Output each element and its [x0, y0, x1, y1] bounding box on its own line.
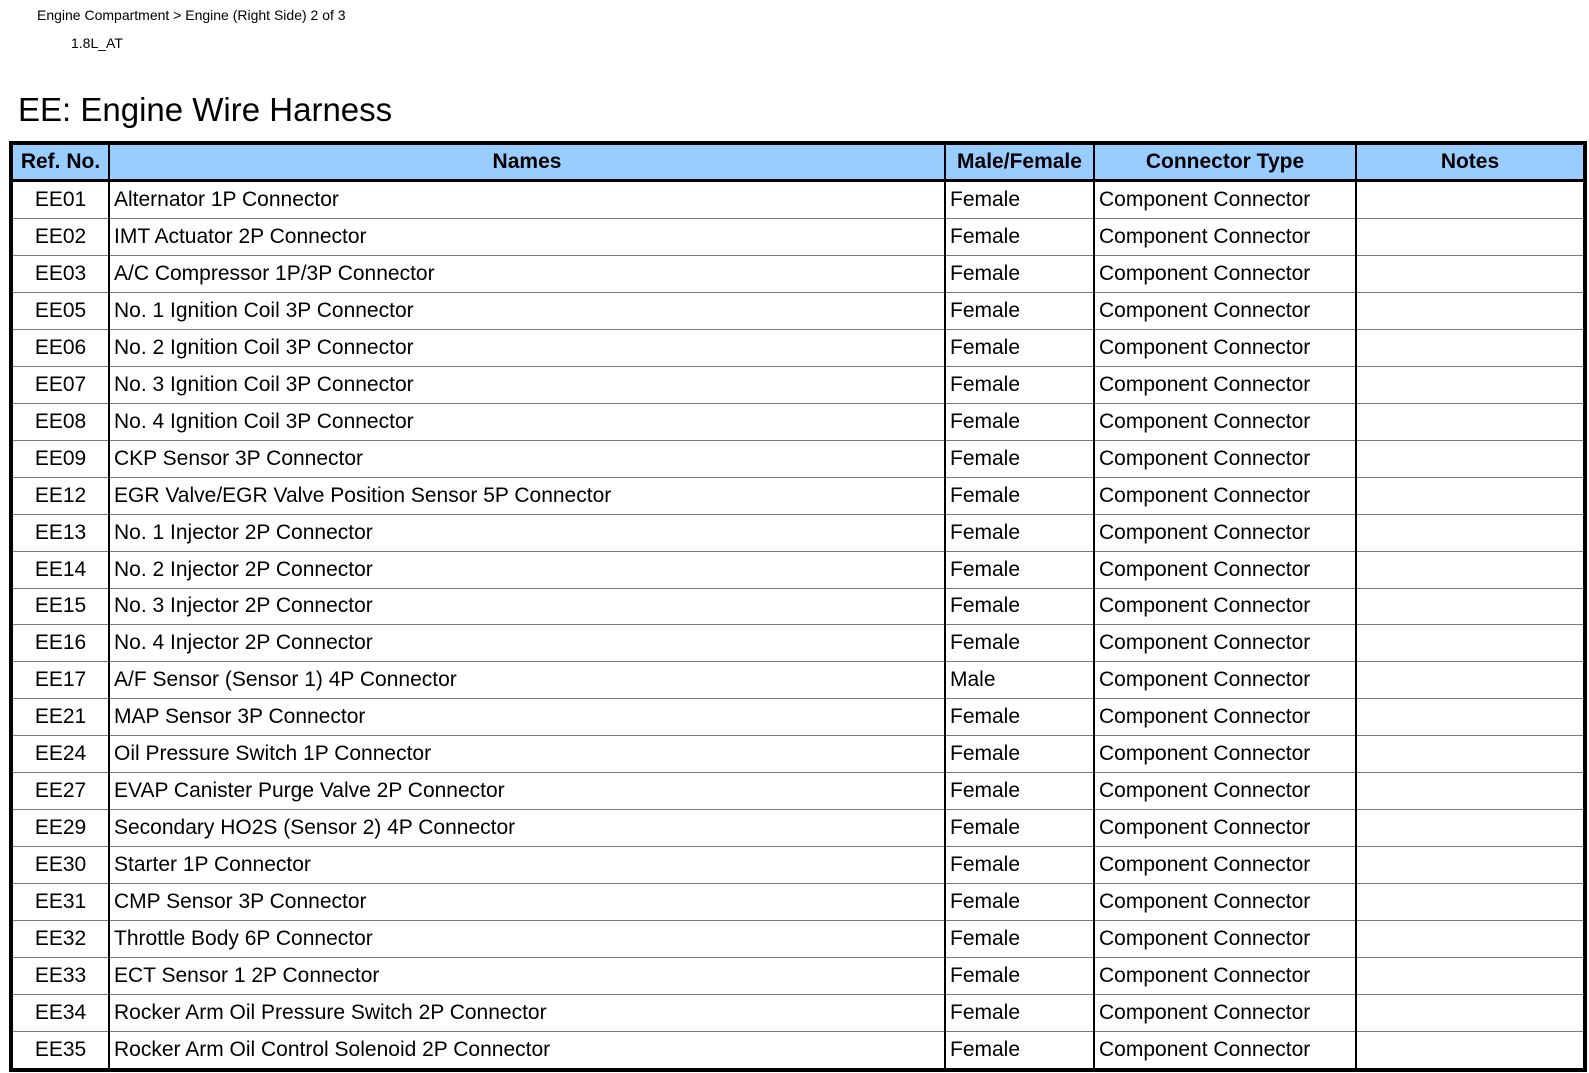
header-row [11, 143, 1585, 181]
cell-ref-no: EE13 [11, 514, 109, 551]
cell-male-female: Female [945, 958, 1094, 995]
cell-name: Alternator 1P Connector [109, 181, 945, 219]
table-row [11, 1031, 1585, 1070]
cell-name: No. 4 Ignition Coil 3P Connector [109, 403, 945, 440]
table-row [11, 662, 1585, 699]
cell-notes [1356, 514, 1585, 551]
table-row [11, 921, 1585, 958]
cell-connector-type: Component Connector [1094, 366, 1356, 403]
table-row [11, 884, 1585, 921]
cell-notes [1356, 810, 1585, 847]
cell-name: No. 3 Ignition Coil 3P Connector [109, 366, 945, 403]
header-connector-type: Connector Type [1094, 143, 1356, 181]
cell-male-female: Female [945, 329, 1094, 366]
cell-ref-no: EE03 [11, 255, 109, 292]
cell-name: EVAP Canister Purge Valve 2P Connector [109, 773, 945, 810]
header-ref-no: Ref. No. [11, 143, 109, 181]
cell-name: No. 1 Ignition Coil 3P Connector [109, 292, 945, 329]
cell-notes [1356, 551, 1585, 588]
table-row [11, 181, 1585, 219]
cell-connector-type: Component Connector [1094, 958, 1356, 995]
cell-name: Rocker Arm Oil Control Solenoid 2P Connector [109, 1031, 945, 1070]
table-row [11, 514, 1585, 551]
cell-male-female: Female [945, 440, 1094, 477]
cell-male-female: Female [945, 477, 1094, 514]
cell-notes [1356, 921, 1585, 958]
cell-connector-type: Component Connector [1094, 921, 1356, 958]
cell-name: Oil Pressure Switch 1P Connector [109, 736, 945, 773]
cell-male-female: Female [945, 255, 1094, 292]
cell-ref-no: EE35 [11, 1031, 109, 1070]
cell-ref-no: EE15 [11, 588, 109, 625]
cell-ref-no: EE30 [11, 847, 109, 884]
cell-name: ECT Sensor 1 2P Connector [109, 958, 945, 995]
cell-name: Secondary HO2S (Sensor 2) 4P Connector [109, 810, 945, 847]
cell-notes [1356, 847, 1585, 884]
cell-connector-type: Component Connector [1094, 736, 1356, 773]
cell-ref-no: EE31 [11, 884, 109, 921]
cell-name: EGR Valve/EGR Valve Position Sensor 5P Connector [109, 477, 945, 514]
cell-notes [1356, 958, 1585, 995]
cell-connector-type: Component Connector [1094, 699, 1356, 736]
cell-male-female: Female [945, 921, 1094, 958]
cell-notes [1356, 440, 1585, 477]
table-header [11, 143, 1585, 181]
table-row [11, 625, 1585, 662]
table-row [11, 699, 1585, 736]
cell-male-female: Female [945, 773, 1094, 810]
cell-connector-type: Component Connector [1094, 181, 1356, 219]
cell-ref-no: EE16 [11, 625, 109, 662]
cell-connector-type: Component Connector [1094, 773, 1356, 810]
cell-ref-no: EE12 [11, 477, 109, 514]
cell-male-female: Female [945, 551, 1094, 588]
cell-connector-type: Component Connector [1094, 255, 1356, 292]
cell-connector-type: Component Connector [1094, 329, 1356, 366]
table-row [11, 218, 1585, 255]
cell-name: Starter 1P Connector [109, 847, 945, 884]
cell-connector-type: Component Connector [1094, 884, 1356, 921]
cell-male-female: Female [945, 625, 1094, 662]
cell-name: MAP Sensor 3P Connector [109, 699, 945, 736]
cell-connector-type: Component Connector [1094, 625, 1356, 662]
cell-male-female: Female [945, 736, 1094, 773]
cell-name: CKP Sensor 3P Connector [109, 440, 945, 477]
cell-male-female: Female [945, 884, 1094, 921]
table-row [11, 329, 1585, 366]
cell-notes [1356, 736, 1585, 773]
cell-notes [1356, 218, 1585, 255]
table-row [11, 292, 1585, 329]
cell-ref-no: EE01 [11, 181, 109, 219]
table-row [11, 551, 1585, 588]
table-row [11, 588, 1585, 625]
connector-table [9, 141, 1587, 1072]
cell-notes [1356, 366, 1585, 403]
cell-connector-type: Component Connector [1094, 218, 1356, 255]
table-row [11, 958, 1585, 995]
cell-connector-type: Component Connector [1094, 1031, 1356, 1070]
cell-name: No. 2 Injector 2P Connector [109, 551, 945, 588]
cell-name: No. 4 Injector 2P Connector [109, 625, 945, 662]
breadcrumb: Engine Compartment > Engine (Right Side) 2 of 3 [37, 7, 346, 23]
cell-ref-no: EE32 [11, 921, 109, 958]
table-row [11, 255, 1585, 292]
cell-connector-type: Component Connector [1094, 551, 1356, 588]
cell-connector-type: Component Connector [1094, 810, 1356, 847]
cell-ref-no: EE21 [11, 699, 109, 736]
cell-male-female: Female [945, 514, 1094, 551]
cell-male-female: Male [945, 662, 1094, 699]
cell-notes [1356, 1031, 1585, 1070]
cell-ref-no: EE17 [11, 662, 109, 699]
page-subtitle: 1.8L_AT [71, 35, 123, 51]
cell-name: A/F Sensor (Sensor 1) 4P Connector [109, 662, 945, 699]
cell-connector-type: Component Connector [1094, 440, 1356, 477]
header-notes: Notes [1356, 143, 1585, 181]
cell-notes [1356, 292, 1585, 329]
cell-male-female: Female [945, 292, 1094, 329]
cell-notes [1356, 477, 1585, 514]
cell-name: No. 3 Injector 2P Connector [109, 588, 945, 625]
header-names: Names [109, 143, 945, 181]
cell-male-female: Female [945, 1031, 1094, 1070]
cell-ref-no: EE08 [11, 403, 109, 440]
cell-name: CMP Sensor 3P Connector [109, 884, 945, 921]
cell-notes [1356, 181, 1585, 219]
table-row [11, 810, 1585, 847]
cell-connector-type: Component Connector [1094, 403, 1356, 440]
cell-name: No. 1 Injector 2P Connector [109, 514, 945, 551]
header-male-female: Male/Female [945, 143, 1094, 181]
cell-connector-type: Component Connector [1094, 847, 1356, 884]
cell-connector-type: Component Connector [1094, 662, 1356, 699]
cell-notes [1356, 625, 1585, 662]
table-row [11, 994, 1585, 1031]
cell-male-female: Female [945, 181, 1094, 219]
cell-notes [1356, 329, 1585, 366]
cell-notes [1356, 773, 1585, 810]
table-row [11, 477, 1585, 514]
cell-notes [1356, 884, 1585, 921]
cell-notes [1356, 255, 1585, 292]
table-row [11, 366, 1585, 403]
table-body [11, 181, 1585, 1071]
cell-ref-no: EE29 [11, 810, 109, 847]
cell-ref-no: EE24 [11, 736, 109, 773]
cell-notes [1356, 994, 1585, 1031]
cell-name: Throttle Body 6P Connector [109, 921, 945, 958]
cell-connector-type: Component Connector [1094, 477, 1356, 514]
cell-name: A/C Compressor 1P/3P Connector [109, 255, 945, 292]
cell-ref-no: EE27 [11, 773, 109, 810]
cell-ref-no: EE07 [11, 366, 109, 403]
cell-male-female: Female [945, 403, 1094, 440]
cell-connector-type: Component Connector [1094, 514, 1356, 551]
cell-notes [1356, 699, 1585, 736]
cell-ref-no: EE05 [11, 292, 109, 329]
cell-ref-no: EE09 [11, 440, 109, 477]
cell-ref-no: EE34 [11, 994, 109, 1031]
cell-notes [1356, 588, 1585, 625]
cell-connector-type: Component Connector [1094, 588, 1356, 625]
cell-ref-no: EE14 [11, 551, 109, 588]
cell-name: IMT Actuator 2P Connector [109, 218, 945, 255]
cell-male-female: Female [945, 588, 1094, 625]
cell-ref-no: EE06 [11, 329, 109, 366]
cell-ref-no: EE02 [11, 218, 109, 255]
cell-connector-type: Component Connector [1094, 292, 1356, 329]
page-title: EE: Engine Wire Harness [18, 91, 393, 128]
table-row [11, 736, 1585, 773]
cell-male-female: Female [945, 994, 1094, 1031]
cell-notes [1356, 403, 1585, 440]
table-row [11, 440, 1585, 477]
cell-name: Rocker Arm Oil Pressure Switch 2P Connector [109, 994, 945, 1031]
cell-name: No. 2 Ignition Coil 3P Connector [109, 329, 945, 366]
table-row [11, 773, 1585, 810]
cell-male-female: Female [945, 810, 1094, 847]
table-row [11, 403, 1585, 440]
cell-male-female: Female [945, 366, 1094, 403]
table-row [11, 847, 1585, 884]
cell-male-female: Female [945, 847, 1094, 884]
cell-male-female: Female [945, 699, 1094, 736]
cell-male-female: Female [945, 218, 1094, 255]
cell-connector-type: Component Connector [1094, 994, 1356, 1031]
cell-notes [1356, 662, 1585, 699]
cell-ref-no: EE33 [11, 958, 109, 995]
